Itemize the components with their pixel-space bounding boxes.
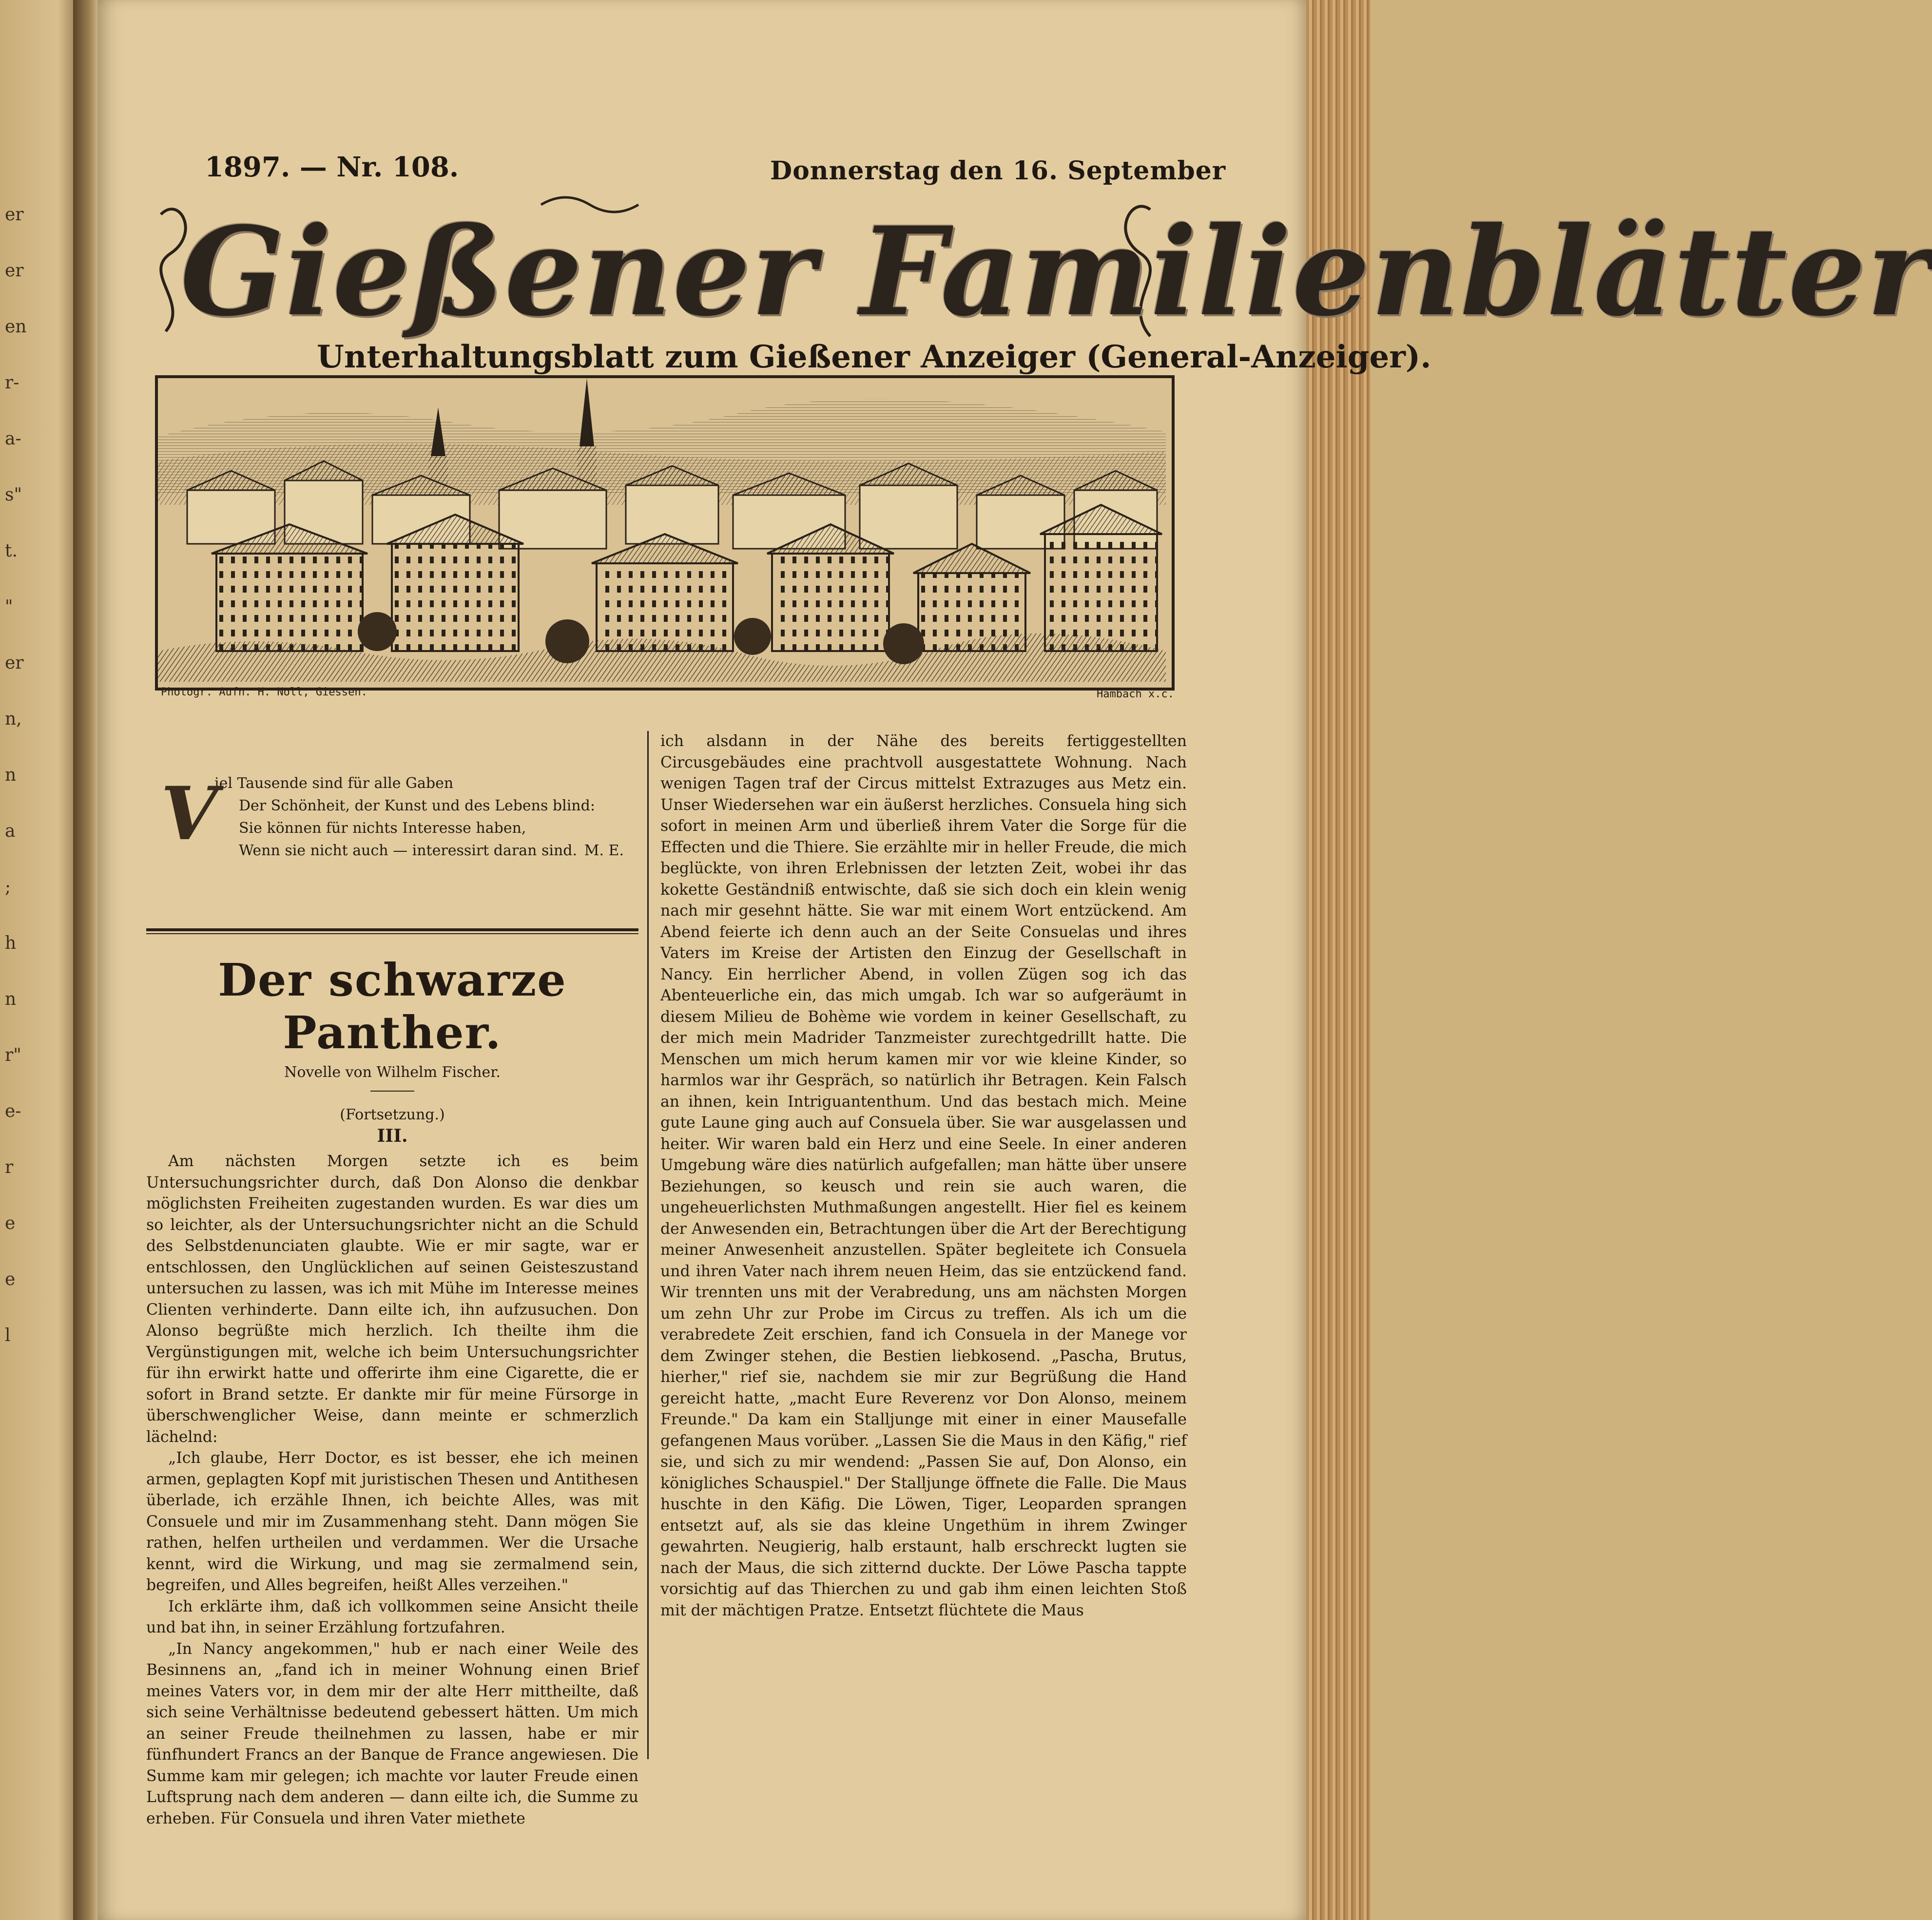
- poem-line: iel Tausende sind für alle Gaben: [214, 775, 454, 792]
- masthead-subtitle: Unterhaltungsblatt zum Gießener Anzeiger (General-Anzeiger).: [317, 339, 1431, 375]
- article-paragraph: „Ich glaube, Herr Doctor, es ist besser, ehe ich meinen armen, geplagten Kopf mit juristischen Thesen und Antithesen überlade, ich erzähle Ihnen, ich beichte Alles, was mit Consuele und mir im Zusammenhang steht. Dann mögen Sie rathen, helfen urtheilen und verdammen. Wer die Ursache kennt, wird die Wirkung, und mag sie zermalmend sein, begreifen, und Alles begreifen, heißt Alles verzeihen.": [146, 1449, 638, 1594]
- left-page-fragment: r-: [5, 373, 19, 393]
- article-continuation: ich alsdann in der Nähe des bereits fertiggestellten Circusgebäudes eine prachtvoll ausgestattete Wohnung. Nach wenigen Tagen traf der Circus mittelst Extrazuges aus Metz ein. Unser Wiedersehen war ein äußerst herzliches. Consuela hing sich sofort in meinen Arm und überließ ihrem Vater die Sorge für die Effecten und die Thiere. Sie erzählte mir in heller Freude, die mich beglückte, von ihren Erlebnissen der letzten Zeit, wobei ihr das kokette Geständniß entwischte, daß sie sich doch ein klein wenig nach mir gesehnt hätte. Sie war mit einem Wort entzückend. Am Abend feierte ich denn auch an der Seite Consuelas und ihres Vaters im Kreise der Artisten den Einzug der Gesellschaft in Nancy. Ein herrlicher Abend, in vollen Zügen sog ich das Abenteuerliche ein, das mich umgab. Ich war so aufgeräumt in diesem Milieu de Bohème wie vordem in keiner Gesellschaft, zu der mich mein Madrider Tanzmeister zurechtgedrillt hatte. Die Menschen um mich herum kamen mir vor wie kleine Kinder, so harmlos war ihr Gespräch, so natürlich ihr Betragen. Kein Falsch an ihnen, kein Intriguantenthum. Und das bestach mich. Meine gute Laune ging auch auf Consuela über. Sie war ausgelassen und heiter. Wir waren bald ein Herz und eine Seele. In einer anderen Umgebung wäre dies natürlich aufgefallen; man hätte über unsere Beziehungen, so keusch und rein sie auch waren, die ungeheuerlichsten Muthmaßungen angestellt. Hier fiel es keinem der Anwesenden ein, Betrachtungen über die Art der Berechtigung meiner Anwesenheit anzustellen. Später begleitete ich Consuela und ihren Vater nach ihrem neuen Heim, das sie entzückend fand. Wir trennten uns mit der Verabredung, uns am nächsten Morgen um zehn Uhr zur Probe im Circus zu treffen. Als ich um die verabredete Zeit erschien, fand ich Consuela in der Manege vor dem Zwinger stehen, die Bestien liebkosend. „Pascha, Brutus, hierher," rief sie, nachdem sie mir zur Begrüßung die Hand gereicht hatte, „macht Eure Reverenz vor Don Alonso, meinem Freunde." Da kam ein Stalljunge mit einer in einer Mausefalle gefangenen Maus vorüber. „Lassen Sie die Maus in den Käfig," rief sie, und sich zu mir wendend: „Passen Sie auf, Don Alonso, ein königliches Schauspiel." Der Stalljunge öffnete die Falle. Die Maus huschte in den Käfig. Die Löwen, Tiger, Leoparden sprangen entsetzt auf, als sie das kleine Ungethüm in ihrem Zwinger gewahrten. Neugierig, halb erstaunt, halb erschreckt lugten sie nach der Maus, die sich zitternd duckte. Der Löwe Pascha tappte vorsichtig auf das Thierchen zu und gab ihm einen leichten Stoß mit der mächtigen Pratze. Entsetzt flüchtete die Maus: [660, 732, 1187, 1619]
- left-page-fragment: r": [5, 1045, 21, 1065]
- poem-signature: M. E.: [584, 842, 624, 859]
- left-page-fragment: ;: [5, 877, 11, 897]
- left-page-fragment: er: [5, 205, 24, 225]
- engraver-credit: Hambach x.c.: [1097, 688, 1174, 700]
- left-page-fragment: n: [5, 765, 17, 785]
- left-page-fragment: l: [5, 1325, 11, 1345]
- left-page-fragment: r: [5, 1157, 14, 1177]
- photo-credit: Photogr. Aufn. H. Noll, Giessen.: [161, 686, 367, 698]
- right-column: [660, 731, 1187, 1621]
- poem-line-text: Wenn sie nicht auch — interessirt daran sind.: [239, 842, 577, 859]
- continued-label: (Fortsetzung.): [340, 1106, 445, 1123]
- left-page-fragment: n,: [5, 709, 22, 729]
- left-page-fragment: a: [5, 821, 16, 841]
- left-page-fragment: er: [5, 261, 24, 281]
- book-gutter: [73, 0, 100, 1920]
- city-engraving: [155, 375, 1175, 691]
- left-page-fragment: e: [5, 1269, 16, 1289]
- left-page-edge: [0, 0, 83, 1920]
- article-paragraph: „In Nancy angekommen," hub er nach einer Weile des Besinnens an, „fand ich in meiner Wohnung einen Brief meines Vaters vor, in dem mir der alte Herr mittheilte, daß sich seine Verhältnisse bedeutend gebessert hätten. Um mich an seiner Freude theilnehmen zu lassen, habe er mir fünfhundert Francs an der Banque de France angewiesen. Die Summe kam mir gelegen; ich machte vor lauter Freude einen Luftsprung nach dem anderen — dann eilte ich, die Summe zu erheben. Für Consuela und ihren Vater miethete: [146, 1640, 638, 1827]
- left-page-fragment: e: [5, 1213, 16, 1233]
- short-divider: [370, 1091, 414, 1092]
- left-page-fragment: en: [5, 317, 27, 337]
- left-page-fragment: a-: [5, 429, 21, 449]
- left-page-fragment: t.: [5, 541, 18, 561]
- left-page-fragment: e-: [5, 1101, 21, 1121]
- left-page-fragment: er: [5, 653, 24, 673]
- article-paragraph: Am nächsten Morgen setzte ich es beim Untersuchungsrichter durch, daß Don Alonso die denkbar möglichsten Freiheiten zugestanden wurden. Es war dies um so leichter, als der Untersuchungsrichter nicht an die Schuld des Selbstdenunciaten glaubte. Wie er mir sagte, war er entschlossen, den Unglücklichen auf seinen Geisteszustand untersuchen zu lassen, was ich mit Mühe im Interesse meines Clienten verhinderte. Dann eilte ich, ihn aufzusuchen. Don Alonso begrüßte mich herzlich. Ich theilte ihm die Vergünstigungen mit, welche ich beim Untersuchungsrichter für ihn erwirkt hatte und offerirte ihm eine Cigarette, die er sofort in Brand setzte. Er dankte mir für meine Fürsorge in überschwenglicher Weise, dann meinte er schmerzlich lächelnd:: [146, 1152, 638, 1446]
- masthead-title: Gießener Familienblätter: [180, 200, 1932, 343]
- issue-number: 1897. — Nr. 108.: [205, 151, 459, 183]
- issue-date: Donnerstag den 16. September: [770, 156, 1226, 186]
- city-engraving-illustration: [158, 378, 1166, 682]
- poem-initial: V: [161, 771, 218, 857]
- left-column: [146, 726, 638, 1829]
- column-rule: [647, 731, 649, 1759]
- left-page-fragment: h: [5, 933, 17, 953]
- chapter-number: III.: [377, 1126, 408, 1146]
- article-title: Der schwarze Panther.: [218, 954, 567, 1059]
- poem-line: [190, 840, 638, 862]
- poem-line: Sie können für nichts Interesse haben,: [239, 820, 526, 837]
- left-page-fragment: s": [5, 485, 22, 505]
- poem: [146, 772, 638, 919]
- section-divider: [146, 928, 638, 934]
- poem-line: Der Schönheit, der Kunst und des Lebens blind:: [239, 797, 595, 814]
- left-page-fragment: ": [5, 597, 13, 617]
- article-byline: Novelle von Wilhelm Fischer.: [284, 1064, 501, 1081]
- left-page-fragment: n: [5, 989, 17, 1009]
- article-paragraph: Ich erklärte ihm, daß ich vollkommen seine Ansicht theile und bat ihn, in seiner Erzählung fortzufahren.: [146, 1597, 638, 1636]
